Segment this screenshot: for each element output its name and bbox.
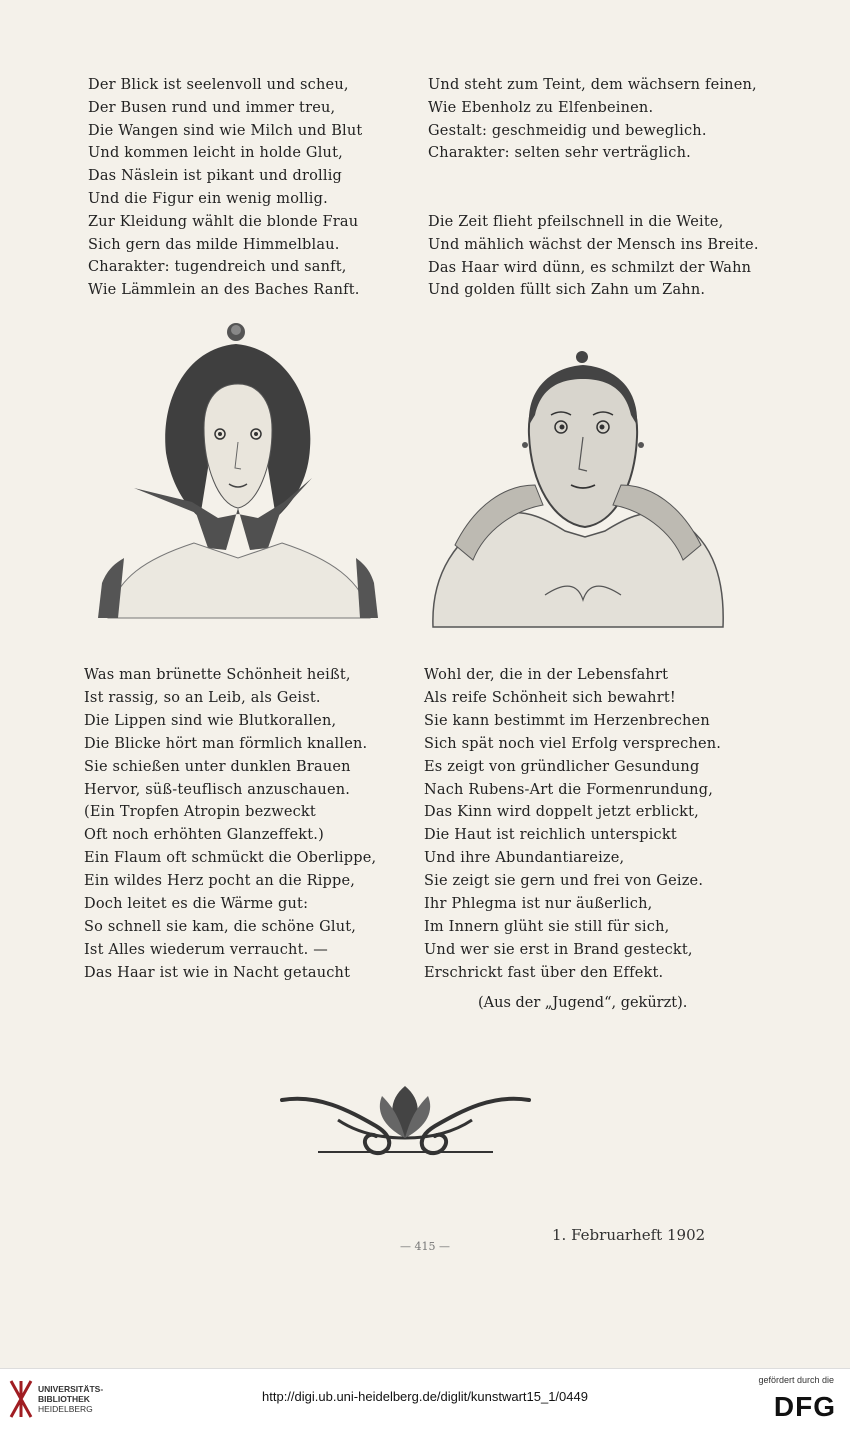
poem-line: Das Kinn wird doppelt jetzt erblickt,: [424, 804, 699, 821]
poem-line: Das Haar ist wie in Nacht getaucht: [84, 964, 351, 981]
poem-line: Die Haut ist reichlich unterspickt: [424, 827, 677, 844]
poem-stanza-mature: [424, 664, 721, 985]
poem-line: Zur Kleidung wählt die blonde Frau: [88, 213, 359, 230]
poem-line: Sie zeigt sie gern und frei von Geize.: [424, 873, 704, 890]
poem-line: Als reife Schönheit sich bewahrt!: [424, 689, 676, 706]
poem-line: Die Lippen sind wie Blutkorallen,: [84, 712, 337, 729]
poem-line: Sich spät noch viel Erfolg versprechen.: [424, 735, 722, 752]
poem-line: Doch leitet es die Wärme gut:: [84, 896, 309, 913]
poem-line: So schnell sie kam, die schöne Glut,: [84, 918, 357, 935]
poem-line: (Ein Tropfen Atropin bezweckt: [84, 804, 316, 821]
mature-woman-illustration: [425, 345, 730, 630]
funding-label: gefördert durch die: [758, 1375, 834, 1385]
poem-line: Ein wildes Herz pocht an die Rippe,: [84, 873, 356, 890]
poem-line: Der Blick ist seelenvoll und scheu,: [88, 77, 349, 93]
poem-line: Nach Rubens-Art die Formenrundung,: [424, 781, 714, 798]
poem-line: Im Innern glüht sie still für sich,: [424, 918, 670, 935]
dfg-logo[interactable]: DFG: [773, 1391, 836, 1422]
viewer-footer: [0, 1368, 850, 1429]
poem-line: Es zeigt von gründlicher Gesundung: [424, 758, 700, 775]
poem-line: Und wer sie erst in Brand gesteckt,: [424, 941, 693, 958]
poem-line: Und steht zum Teint, dem wächsern feinen,: [428, 77, 757, 93]
poem-line: Charakter: selten sehr verträglich.: [428, 145, 691, 162]
poem-line: Und ihre Abundantiareize,: [424, 850, 625, 867]
poem-line: Das Näslein ist pikant und drollig: [88, 168, 343, 185]
poem-line: Wohl der, die in der Lebensfahrt: [424, 667, 669, 683]
poem-stanza-time: [428, 211, 759, 302]
poem-line: Wie Ebenholz zu Elfenbeinen.: [428, 99, 654, 116]
poem-line: Ihr Phlegma ist nur äußerlich,: [424, 896, 653, 913]
university-line: BIBLIOTHEK: [38, 1394, 90, 1404]
poem-line: Und kommen leicht in holde Glut,: [88, 145, 343, 162]
poem-line: Der Busen rund und immer treu,: [88, 99, 336, 116]
poem-line: Hervor, süß-teuflisch anzuschauen.: [84, 781, 351, 798]
source-attribution: (Aus der „Jugend“, gekürzt).: [478, 995, 688, 1011]
university-line: HEIDELBERG: [38, 1404, 93, 1414]
poem-line: Wie Lämmlein an des Baches Ranft.: [88, 282, 360, 299]
poem-line: Sie kann bestimmt im Herzenbrechen: [424, 712, 710, 729]
poem-line: Sich gern das milde Himmelblau.: [88, 236, 340, 253]
poem-stanza-brunette-end: [428, 74, 757, 165]
poem-line: Was man brünette Schönheit heißt,: [84, 667, 351, 683]
university-line: UNIVERSITÄTS-: [38, 1384, 104, 1394]
poem-line: Ist rassig, so an Leib, als Geist.: [84, 689, 321, 706]
blonde-woman-illustration: [88, 318, 388, 623]
poem-line: Das Haar wird dünn, es schmilzt der Wahn: [428, 259, 752, 276]
poem-stanza-blonde: [88, 74, 362, 302]
poem-line: Sie schießen unter dunklen Brauen: [84, 758, 351, 775]
poem-line: Die Wangen sind wie Milch und Blut: [88, 122, 363, 139]
poem-line: Und mählich wächst der Mensch ins Breite.: [428, 236, 759, 253]
poem-line: Ist Alles wiederum verraucht. —: [84, 941, 328, 958]
poem-line: Die Zeit flieht pfeilschnell in die Weite,: [428, 214, 724, 230]
poem-line: Charakter: tugendreich und sanft,: [88, 259, 347, 276]
poem-stanza-brunette: [84, 664, 376, 985]
poem-line: Und golden füllt sich Zahn um Zahn.: [428, 282, 706, 299]
issue-date: 1. Februarheft 1902: [552, 1226, 706, 1244]
poem-line: Erschrickt fast über den Effekt.: [424, 964, 664, 981]
ornament-vignette: [278, 1080, 533, 1160]
permalink-url[interactable]: http://digi.ub.uni-heidelberg.de/diglit/kunstwart15_1/0449: [262, 1389, 588, 1404]
poem-line: Die Blicke hört man förmlich knallen.: [84, 735, 368, 752]
poem-line: Und die Figur ein wenig mollig.: [88, 190, 328, 207]
poem-line: Gestalt: geschmeidig und beweglich.: [428, 122, 707, 139]
poem-line: Oft noch erhöhten Glanzeffekt.): [84, 827, 324, 844]
poem-line: Ein Flaum oft schmückt die Oberlippe,: [84, 850, 377, 867]
page-number: — 415 —: [400, 1240, 450, 1253]
